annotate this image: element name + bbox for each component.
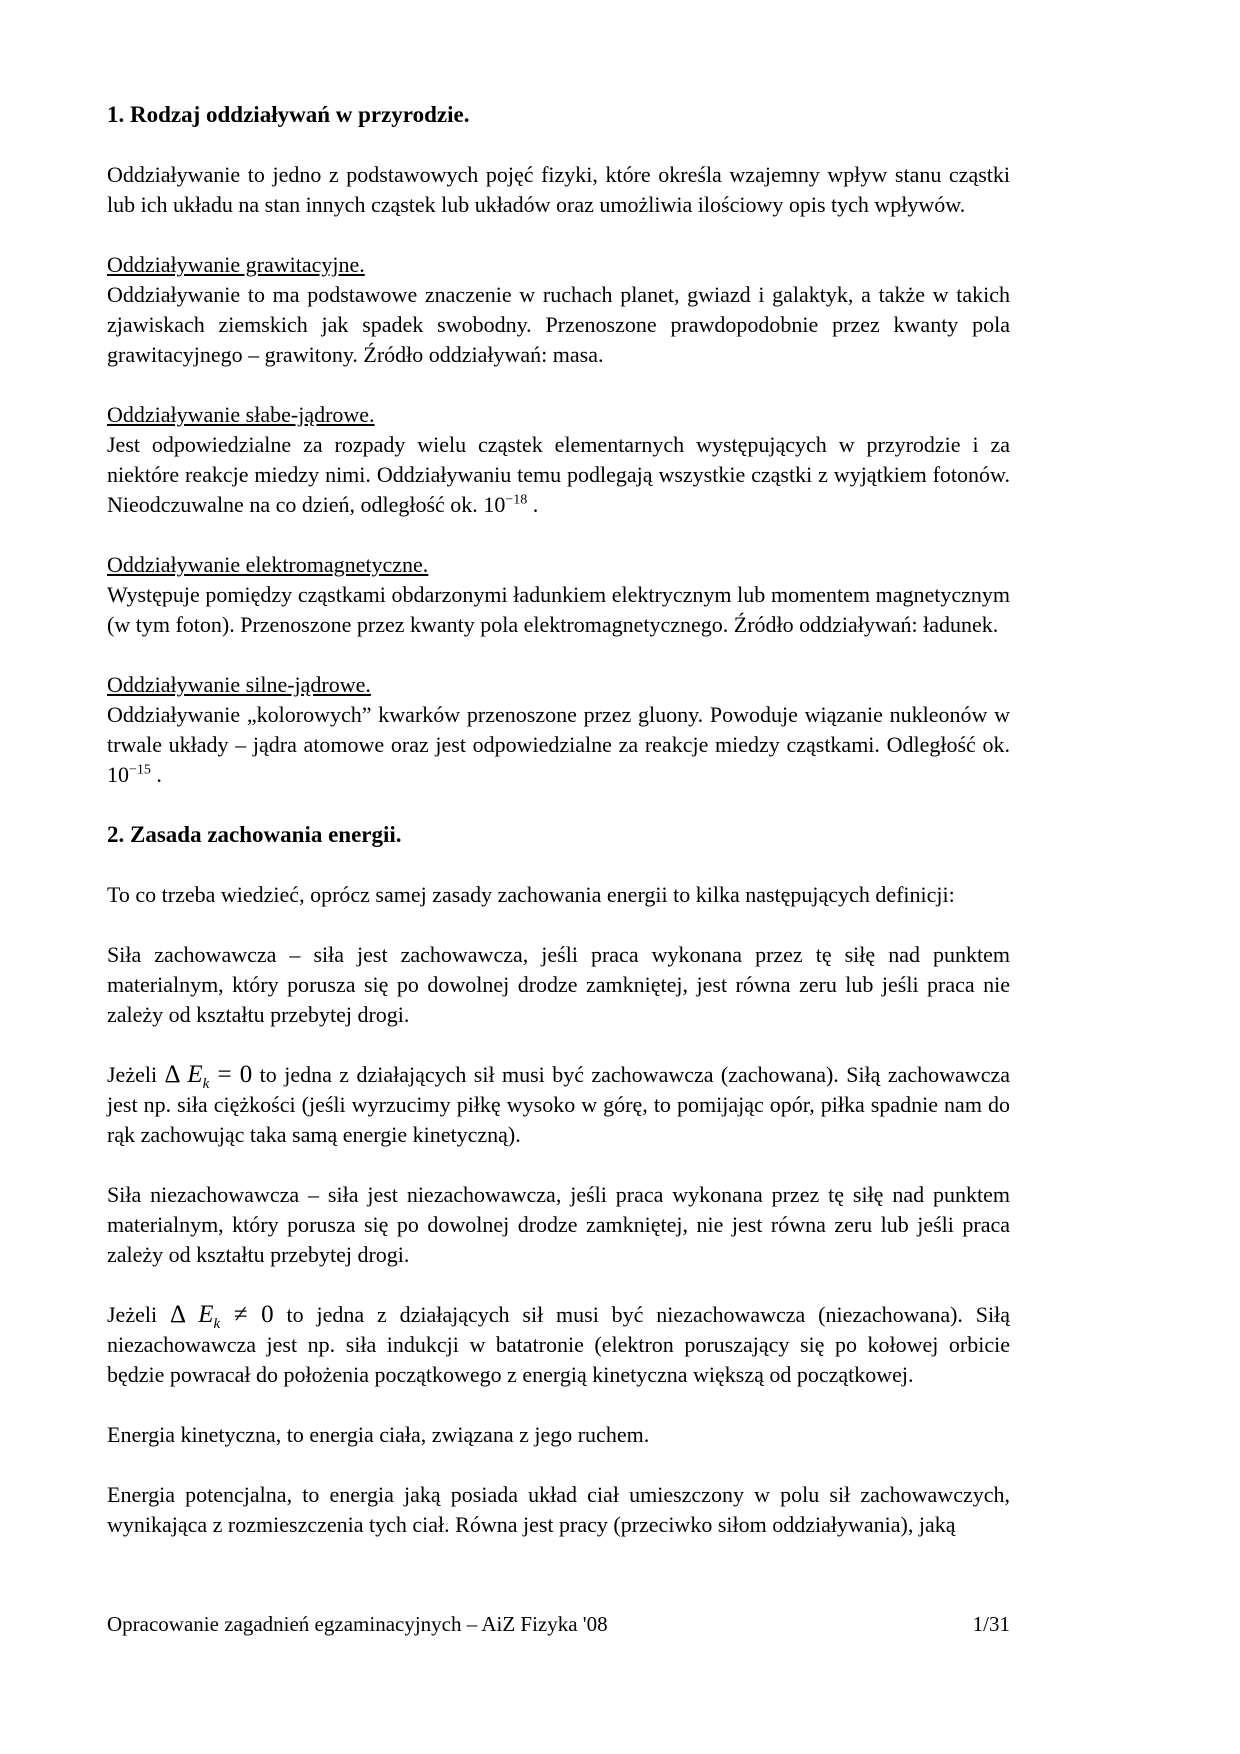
section-weak-nuclear-title: Oddziaływanie słabe-jądrowe. <box>107 402 375 427</box>
definitions-intro-paragraph: To co trzeba wiedzieć, oprócz samej zasady zachowania energii to kilka następujących definicji: <box>107 882 955 907</box>
power-exponent: −15 <box>129 762 151 778</box>
delta-ek-equals-zero-formula <box>164 1061 253 1092</box>
subscript-k: k <box>202 1076 210 1092</box>
eq1-pre-text: Jeżeli <box>107 1062 165 1087</box>
equation-paragraph-2 <box>107 1300 1010 1390</box>
potential-energy-paragraph: Energia potencjalna, to energia jaką posiada układ ciał umieszczony w polu sił zachowawczych, wynikająca z rozmieszczenia tych ciał. Równa jest pracy (przeciwko siłom oddziaływania), jaką <box>107 1482 1010 1537</box>
delta-symbol: Δ <box>169 1301 199 1328</box>
footer-document-title: Opracowanie zagadnień egzaminacyjnych – AiZ Fizyka '08 <box>107 1612 608 1636</box>
document-content <box>107 100 1010 1570</box>
page-footer <box>107 1610 1010 1638</box>
section-weak-nuclear-body-end: . <box>527 492 539 517</box>
eq2-post-text: to jedna z działających sił musi być niezachowawcza (niezachowana). Siłą niezachowawcza jest np. siła indukcji w batatronie (elektron poruszający się po kołowej orbicie będzie powracał do położenia początkowego z energią kinetyczna większą od początkowej. <box>107 1302 1010 1387</box>
intro-paragraph: Oddziaływanie to jedno z podstawowych pojęć fizyki, które określa wzajemny wpływ stanu cząstki lub ich układu na stan innych cząstek lub układów oraz umożliwia ilościowy opis tych wpływów. <box>107 162 1010 217</box>
power-exponent: −18 <box>505 492 528 508</box>
section-electromagnetic-title: Oddziaływanie elektromagnetyczne. <box>107 552 429 577</box>
energy-symbol: E <box>187 1061 203 1088</box>
section-strong-nuclear-body: Oddziaływanie „kolorowych” kwarków przenoszone przez gluony. Powoduje wiązanie nukleonów w trwale układy – jądra atomowe oraz jest odpowiedzialne za reakcje miedzy cząstkami. Odległość ok. <box>107 702 1010 757</box>
relation-not-equal-zero: ≠ 0 <box>220 1301 274 1328</box>
power-base: 10 <box>483 492 506 517</box>
heading-section-2: 2. Zasada zachowania energii. <box>107 822 402 847</box>
relation-equals-zero: = 0 <box>209 1061 253 1088</box>
nonconservative-force-paragraph: Siła niezachowawcza – siła jest niezachowawcza, jeśli praca wykonana przez tę siłę nad punktem materialnym, który porusza się po dowolnej drodze zamkniętej, nie jest równa zeru lub jeśli praca zależy od kształtu przebytej drogi. <box>107 1182 1010 1267</box>
equation-paragraph-1 <box>107 1060 1010 1150</box>
section-gravitational-title: Oddziaływanie grawitacyjne. <box>107 252 365 277</box>
subscript-k: k <box>213 1316 221 1332</box>
section-weak-nuclear <box>107 400 1010 520</box>
section-electromagnetic <box>107 550 1010 640</box>
delta-ek-not-equal-zero-formula <box>169 1301 274 1332</box>
section-gravitational <box>107 250 1010 370</box>
heading-section-1: 1. Rodzaj oddziaływań w przyrodzie. <box>107 102 470 127</box>
conservative-force-paragraph: Siła zachowawcza – siła jest zachowawcza, jeśli praca wykonana przez tę siłę nad punktem materialnym, który porusza się po dowolnej drodze zamkniętej, jest równa zeru lub jeśli praca nie zależy od kształtu przebytej drogi. <box>107 942 1010 1027</box>
energy-symbol: E <box>198 1301 214 1328</box>
section-gravitational-body: Oddziaływanie to ma podstawowe znaczenie w ruchach planet, gwiazd i galaktyk, a także w takich zjawiskach ziemskich jak spadek swobodny. Przenoszone prawdopodobnie przez kwanty pola grawitacyjnego – grawitony. Źródło oddziaływań: masa. <box>107 282 1010 367</box>
power-base: 10 <box>107 762 129 787</box>
section-electromagnetic-body: Występuje pomiędzy cząstkami obdarzonymi ładunkiem elektrycznym lub momentem magnetycznym (w tym foton). Przenoszone przez kwanty pola elektromagnetycznego. Źródło oddziaływań: ładunek. <box>107 582 1010 637</box>
eq2-pre-text: Jeżeli <box>107 1302 170 1327</box>
section-weak-nuclear-body: Jest odpowiedzialne za rozpady wielu cząstek elementarnych występujących w przyrodzie i za niektóre reakcje miedzy nimi. Oddziaływaniu temu podlegają wszystkie cząstki z wyjątkiem fotonów. Nieodczuwalne na co dzień, odległość ok. <box>107 432 1010 517</box>
kinetic-energy-paragraph: Energia kinetyczna, to energia ciała, związana z jego ruchem. <box>107 1422 650 1447</box>
footer-page-number: 1/31 <box>972 1612 1010 1636</box>
delta-symbol: Δ <box>164 1061 188 1088</box>
section-strong-nuclear-title: Oddziaływanie silne-jądrowe. <box>107 672 371 697</box>
section-strong-nuclear-body-end: . <box>150 762 162 787</box>
section-strong-nuclear <box>107 670 1010 790</box>
eq1-post-text: to jedna z działających sił musi być zachowawcza (zachowana). Siłą zachowawcza jest np. siła ciężkości (jeśli wyrzucimy piłkę wysoko w górę, to pomijając opór, piłka spadnie nam do rąk zachowując taka samą energie kinetyczną). <box>107 1062 1010 1147</box>
